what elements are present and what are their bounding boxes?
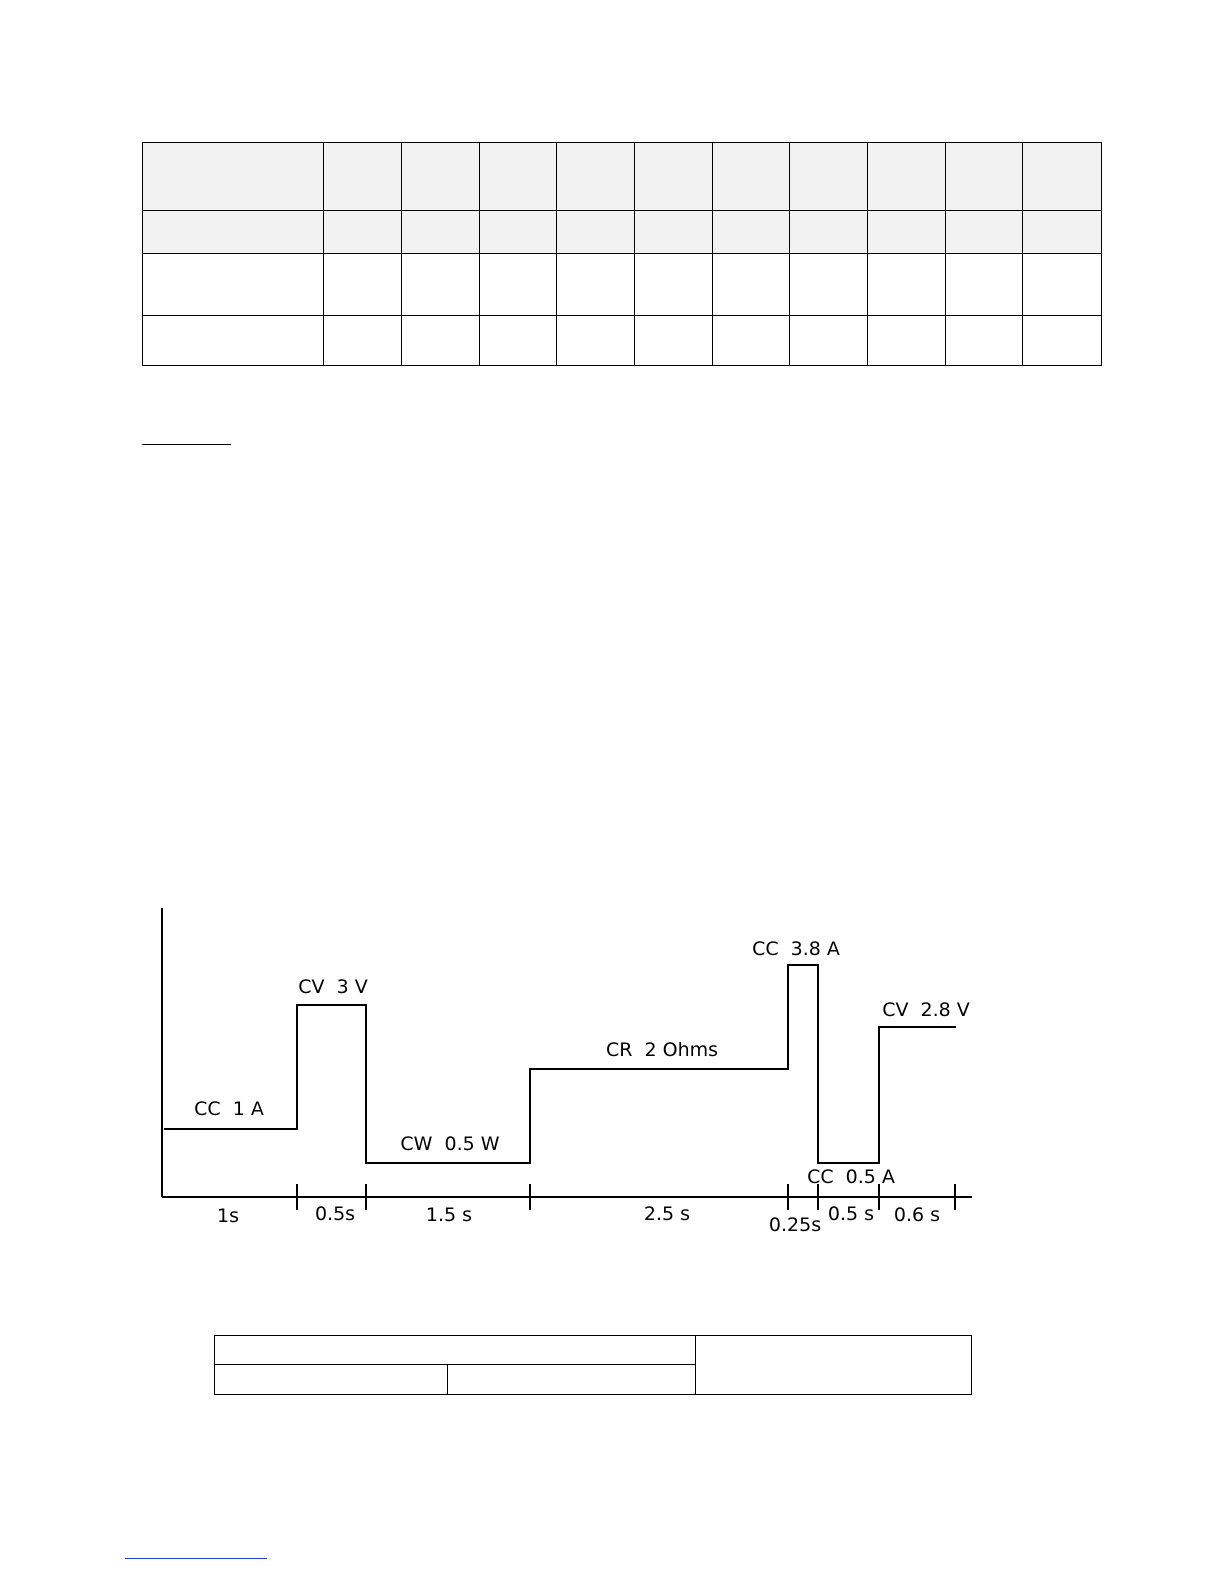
duration-label: 2.5 s: [643, 1203, 691, 1225]
table-cell: [324, 143, 402, 211]
table-cell: [557, 143, 635, 211]
table-cell: [634, 211, 712, 254]
table-cell: [479, 316, 557, 366]
table-row: [143, 254, 1102, 316]
table-cell: [479, 211, 557, 254]
table-cell: [401, 316, 479, 366]
table-cell: [695, 1336, 971, 1395]
mode-labels: [194, 938, 970, 1188]
table-cell: [712, 211, 790, 254]
table-cell: [712, 254, 790, 316]
table-row: [215, 1336, 972, 1365]
footer-link-line: [125, 1558, 267, 1559]
mode-label: CC 0.5 A: [807, 1166, 895, 1188]
table-cell: [790, 316, 868, 366]
table-cell: [557, 211, 635, 254]
table-cell: [557, 316, 635, 366]
table-cell: [479, 143, 557, 211]
table-cell: [867, 316, 945, 366]
table-cell: [448, 1365, 695, 1395]
profile-step-line: [164, 965, 956, 1163]
table-cell: [790, 254, 868, 316]
table-cell: [324, 316, 402, 366]
bottom-table: [214, 1335, 972, 1395]
table-cell: [401, 254, 479, 316]
table-cell: [215, 1336, 696, 1365]
table-cell: [557, 254, 635, 316]
table-cell: [945, 316, 1023, 366]
table-cell: [712, 143, 790, 211]
table-cell: [867, 211, 945, 254]
table-row: [143, 316, 1102, 366]
table-cell: [324, 254, 402, 316]
table-cell: [324, 211, 402, 254]
duration-label: 1s: [217, 1205, 239, 1227]
mode-label: CV 3 V: [298, 976, 368, 998]
mode-label: CC 3.8 A: [752, 938, 840, 960]
duration-label: 0.5s: [314, 1203, 356, 1225]
table-row: [143, 143, 1102, 211]
table-cell: [143, 254, 324, 316]
table-row: [143, 211, 1102, 254]
duration-label: 1.5 s: [425, 1204, 473, 1226]
table-cell: [790, 143, 868, 211]
table-cell: [215, 1365, 448, 1395]
duration-label: 0.5 s: [827, 1203, 875, 1225]
table-cell: [634, 316, 712, 366]
duration-label: 0.25s: [768, 1214, 822, 1236]
table-cell: [867, 143, 945, 211]
table-cell: [143, 211, 324, 254]
duration-labels: [217, 1203, 940, 1236]
table-cell: [1023, 254, 1102, 316]
load-profile-diagram: [140, 890, 990, 1250]
table-cell: [634, 254, 712, 316]
mode-label: CR 2 Ohms: [605, 1039, 719, 1061]
table-cell: [867, 254, 945, 316]
table-cell: [1023, 143, 1102, 211]
table-cell: [1023, 211, 1102, 254]
duration-label: 0.6 s: [893, 1204, 941, 1226]
top-table: [142, 142, 1102, 366]
table-cell: [945, 254, 1023, 316]
mode-label: CV 2.8 V: [882, 999, 970, 1021]
table-cell: [790, 211, 868, 254]
table-cell: [945, 143, 1023, 211]
table-cell: [143, 316, 324, 366]
table-cell: [634, 143, 712, 211]
table-cell: [945, 211, 1023, 254]
table-cell: [1023, 316, 1102, 366]
table-cell: [401, 211, 479, 254]
mode-label: CC 1 A: [194, 1098, 264, 1120]
heading-underline: [142, 444, 231, 445]
table-cell: [143, 143, 324, 211]
table-cell: [712, 316, 790, 366]
table-cell: [401, 143, 479, 211]
mode-label: CW 0.5 W: [400, 1133, 500, 1155]
table-cell: [479, 254, 557, 316]
